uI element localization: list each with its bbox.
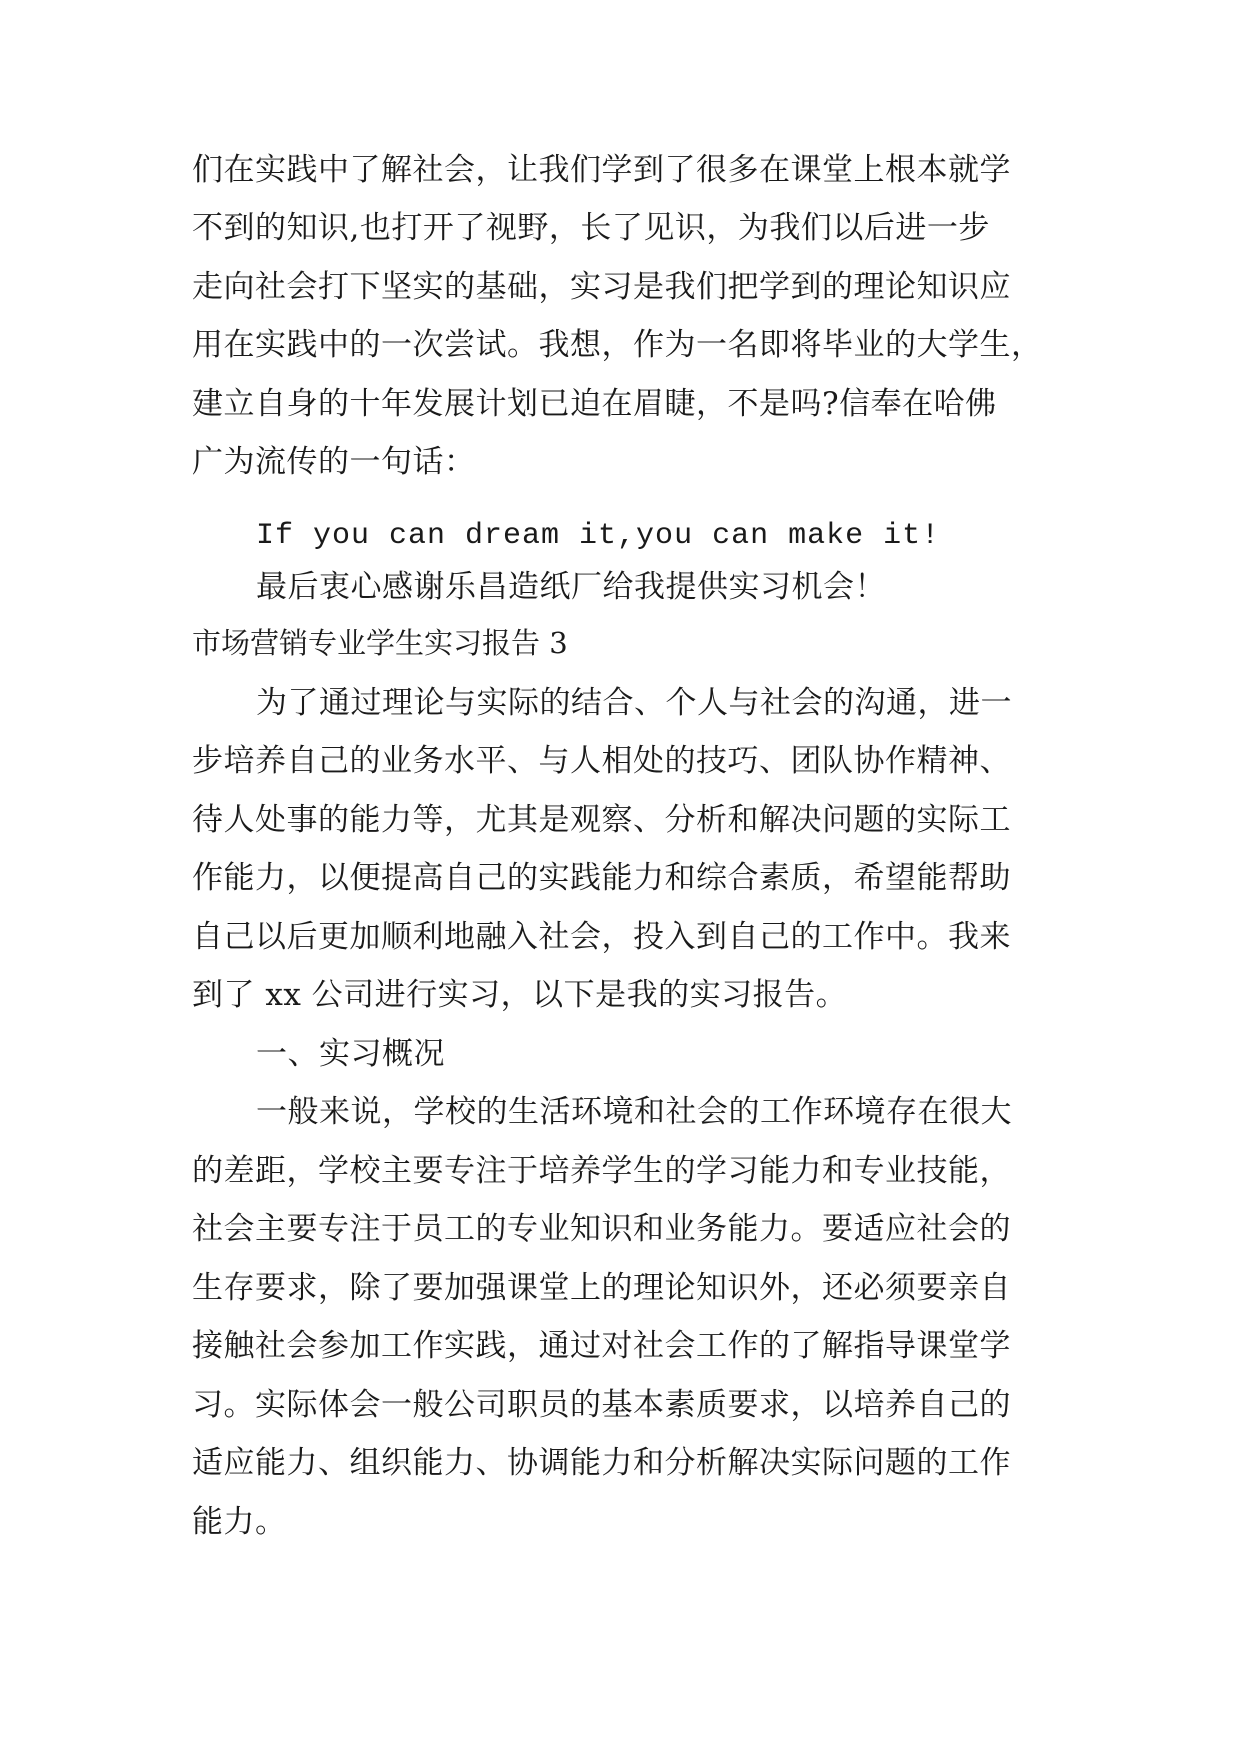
paragraph-1-line-3: 走向社会打下坚实的基础，实习是我们把学到的理论知识应	[192, 269, 1011, 305]
paragraph-1-line-6: 广为流传的一句话：	[192, 444, 476, 480]
subheading: 一、实习概况	[256, 1036, 445, 1072]
paragraph-2-line-3: 待人处事的能力等，尤其是观察、分析和解决问题的实际工	[192, 802, 1011, 838]
paragraph-3-line-1: 一般来说，学校的生活环境和社会的工作环境存在很大	[256, 1094, 1012, 1130]
paragraph-3-line-7: 适应能力、组织能力、协调能力和分析解决实际问题的工作	[192, 1445, 1011, 1481]
paragraph-3-line-8: 能力。	[192, 1504, 287, 1540]
paragraph-3-line-4: 生存要求，除了要加强课堂上的理论知识外，还必须要亲自	[192, 1270, 1011, 1306]
section-title: 市场营销专业学生实习报告 3	[192, 626, 568, 660]
paragraph-3-line-5: 接触社会参加工作实践，通过对社会工作的了解指导课堂学	[192, 1328, 1011, 1364]
paragraph-1-line-5: 建立自身的十年发展计划已迫在眉睫，不是吗?信奉在哈佛	[192, 386, 997, 422]
paragraph-3-line-6: 习。实际体会一般公司职员的基本素质要求，以培养自己的	[192, 1387, 1011, 1423]
paragraph-2-line-5: 自己以后更加顺利地融入社会，投入到自己的工作中。我来	[192, 919, 1011, 955]
paragraph-2-line-4: 作能力，以便提高自己的实践能力和综合素质，希望能帮助	[192, 860, 1011, 896]
paragraph-1-line-2: 不到的知识,也打开了视野，长了见识，为我们以后进一步	[192, 210, 990, 246]
paragraph-1-line-4: 用在实践中的一次尝试。我想，作为一名即将毕业的大学生，	[192, 327, 1043, 363]
paragraph-2-line-6: 到了 xx 公司进行实习，以下是我的实习报告。	[192, 977, 848, 1013]
paragraph-2-line-2: 步培养自己的业务水平、与人相处的技巧、团队协作精神、	[192, 743, 1011, 779]
paragraph-3-line-3: 社会主要专注于员工的专业知识和业务能力。要适应社会的	[192, 1211, 1011, 1247]
paragraph-1-line-1: 们在实践中了解社会，让我们学到了很多在课堂上根本就学	[192, 152, 1011, 188]
paragraph-2-line-1: 为了通过理论与实际的结合、个人与社会的沟通，进一	[256, 685, 1012, 721]
paragraph-3-line-2: 的差距，学校主要专注于培养学生的学习能力和专业技能，	[192, 1153, 1011, 1189]
quote-line: If you can dream it,you can make it!	[256, 519, 941, 553]
thanks-line: 最后衷心感谢乐昌造纸厂给我提供实习机会！	[256, 569, 886, 605]
